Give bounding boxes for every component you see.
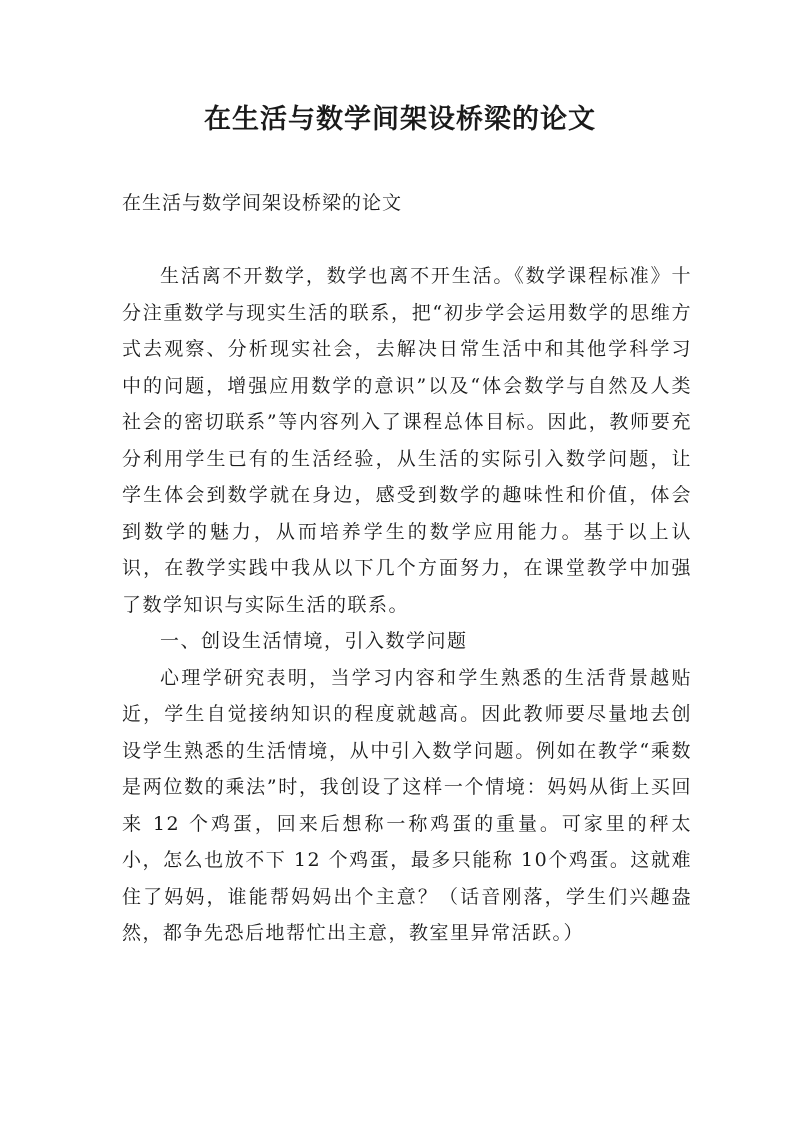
- document-title: 在生活与数学间架设桥梁的论文: [204, 104, 596, 135]
- section-heading: 一、创设生活情境，引入数学问题: [160, 630, 468, 652]
- document-subtitle: 在生活与数学间架设桥梁的论文: [122, 192, 403, 214]
- document-body: [122, 258, 692, 952]
- paragraph-intro: 生活离不开数学，数学也离不开生活。《数学课程标准》十分注重数学与现实生活的联系，把“初步学会运用数学的思维方式去观察、分析现实社会，去解决日常生活中和其他学科学习中的问题，增强应用数学的意识”以及“体会数学与自然及人类社会的密切联系”等内容列入了课程总体目标。因此，教师要充分利用学生已有的生活经验，从生活的实际引入数学问题，让学生体会到数学就在身边，感受到数学的趣味性和价值，体会到数学的魅力，从而培养学生的数学应用能力。基于以上认识，在教学实践中我从以下几个方面努力，在课堂教学中加强了数学知识与实际生活的联系。: [122, 265, 692, 616]
- paragraph-section-1: 心理学研究表明，当学习内容和学生熟悉的生活背景越贴近，学生自觉接纳知识的程度就越高。因此教师要尽量地去创设学生熟悉的生活情境，从中引入数学问题。例如在教学“乘数是两位数的乘法”时，我创设了这样一个情境：妈妈从街上买回来 12 个鸡蛋，回来后想称一称鸡蛋的重量。可家里的秤太小，怎么也放不下 12 个鸡蛋，最多只能称 10个鸡蛋。这就难住了妈妈，谁能帮妈妈出个主意？（话音刚落，学生们兴趣盎然，都争先恐后地帮忙出主意，教室里异常活跃。）: [122, 666, 692, 944]
